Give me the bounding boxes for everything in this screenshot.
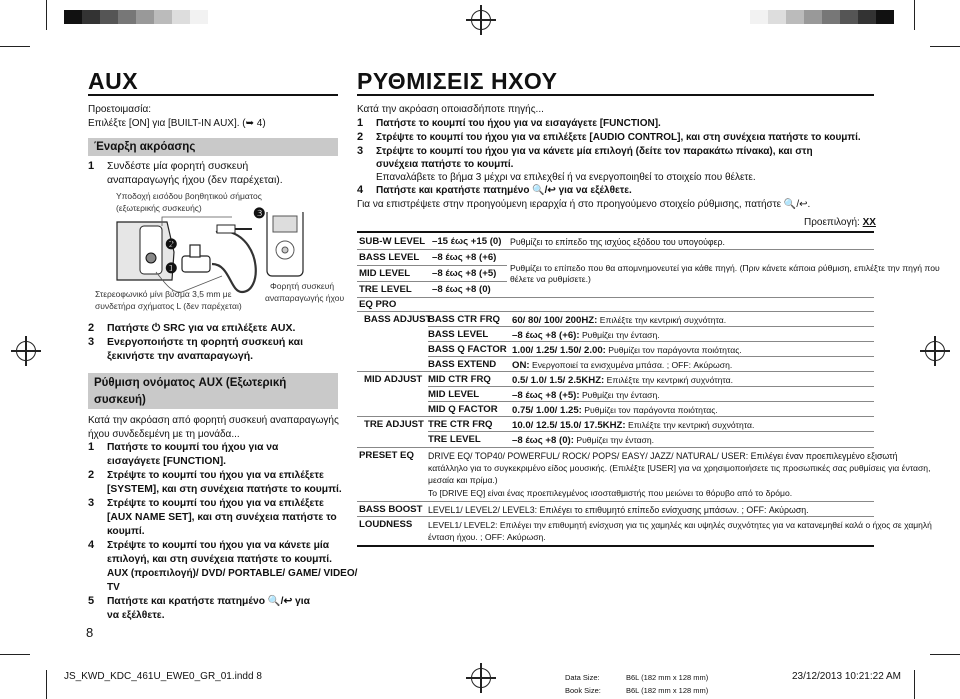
setting-name: TRE LEVEL <box>359 284 412 295</box>
row-divider <box>428 386 874 387</box>
eq-options: 10.0/ 12.5/ 15.0/ 17.5KHZ: <box>512 420 626 431</box>
eq-desc: Ρυθμίζει την ένταση. <box>579 390 660 400</box>
section-header-start: Έναρξη ακρόασης <box>88 138 338 156</box>
eq-options: –8 έως +8 (+6): <box>512 330 580 341</box>
figure-label-aux-jack: (εξωτερικής συσκευής) <box>116 203 202 213</box>
setting-range: –15 έως +15 (0) <box>432 236 502 247</box>
eq-desc: Ρυθμίζει τον παράγοντα ποιότητας. <box>605 345 742 355</box>
n4-options: AUX (προεπιλογή)/ DVD/ PORTABLE/ GAME/ VIDEO/ <box>107 568 358 579</box>
eq-item: MID Q FACTOR <box>428 404 498 415</box>
row-divider <box>357 447 874 448</box>
gray-scale-bar <box>750 10 894 24</box>
prep-text: Επιλέξτε [ON] για [BUILT-IN AUX]. (➥ 4) <box>88 118 266 129</box>
page-title-audio-settings: ΡΥΘΜΙΣΕΙΣ ΗΧΟΥ <box>357 68 558 94</box>
eq-item: TRE LEVEL <box>428 434 481 445</box>
setting-desc: Ρυθμίζει το επίπεδο της ισχύος εξόδου του υπογούφερ. <box>510 237 725 247</box>
step-number: 1 <box>88 441 95 453</box>
step4-text: Πατήστε και κρατήστε πατημένο 🔍/↩ για να εξέλθετε. <box>376 185 632 196</box>
figure-label-device: Φορητή συσκευή <box>270 281 335 291</box>
row-divider <box>428 431 874 432</box>
eq-options: ON: <box>512 360 530 371</box>
intro-text: Κατά την ακρόαση οποιασδήποτε πηγής... <box>357 104 544 115</box>
row-divider <box>357 501 874 502</box>
step-number: 1 <box>88 160 95 172</box>
row-divider <box>357 371 874 372</box>
setting-desc: Ρυθμίζει το επίπεδο που θα απομνημονευτεί για κάθε πηγή. (Πριν κάνετε κάποια ρύθμιση, επιλέξτε την πηγή που <box>510 263 940 273</box>
step-number: 3 <box>88 336 95 348</box>
section-header-line1: Ρύθμιση ονόματος AUX (Εξωτερική <box>94 377 287 389</box>
preset-line3: μεσαία και πρίμα.) <box>428 475 498 485</box>
eq-item: BASS Q FACTOR <box>428 344 507 355</box>
row-divider <box>357 297 874 298</box>
setting-name: SUB-W LEVEL <box>359 236 426 247</box>
setting-name: PRESET EQ <box>359 450 414 461</box>
crop-mark <box>914 670 915 699</box>
step-number: 2 <box>88 322 95 334</box>
setting-name: EQ PRO <box>359 299 397 310</box>
eq-desc: Επιλέξτε την κεντρική συχνότητα. <box>604 375 734 385</box>
row-divider <box>428 341 874 342</box>
figure-label-plug: Στερεοφωνικό μίνι βύσμα 3,5 mm με <box>95 289 232 299</box>
n4-line2: επιλογή, και στη συνέχεια πατήστε το κουμπί. <box>107 554 333 565</box>
title-rule <box>88 94 338 96</box>
row-divider <box>428 401 874 402</box>
crop-mark <box>46 0 47 30</box>
eq-item: BASS LEVEL <box>428 329 489 340</box>
title-rule <box>357 94 874 96</box>
eq-desc: Ρυθμίζει την ένταση. <box>579 330 660 340</box>
row-divider <box>428 326 874 327</box>
back-note: Για να επιστρέψετε στην προηγούμενη ιεραρχία ή στο προηγούμενο στοιχείο ρύθμισης, πατήστε 🔍/↩. <box>357 199 811 210</box>
footer-book-size-label: Book Size: <box>565 686 601 695</box>
callout-3: ❸ <box>253 205 266 221</box>
eq-desc: Επιλέξτε την κεντρική συχνότητα. <box>625 420 755 430</box>
step-number: 4 <box>357 184 364 196</box>
row-divider <box>357 265 507 266</box>
default-label: Προεπιλογή: <box>804 217 863 228</box>
n4-line1: Στρέψτε το κουμπί του ήχου για να κάνετε μία <box>107 540 330 551</box>
setting-range: –8 έως +8 (+6) <box>432 252 497 263</box>
name-intro-line1: Κατά την ακρόαση από φορητή συσκευή αναπαραγωγής <box>88 415 339 426</box>
row-divider <box>357 311 874 312</box>
registration-mark-left <box>16 341 36 361</box>
n5-line1: Πατήστε και κρατήστε πατημένο 🔍/↩ για <box>107 596 310 607</box>
step-number: 2 <box>88 469 95 481</box>
row-divider <box>357 249 874 250</box>
eq-item: MID CTR FRQ <box>428 374 491 385</box>
default-marker: XX <box>862 217 876 228</box>
crop-mark <box>930 654 960 655</box>
name-intro-line2: ήχου συνδεδεμένη με τη μονάδα... <box>88 429 240 440</box>
n2-line2: [SYSTEM], και στη συνέχεια πατήστε το κουμπί. <box>107 484 342 495</box>
crop-mark <box>914 0 915 30</box>
setting-range: –8 έως +8 (0) <box>432 284 491 295</box>
figure-label-aux-jack: Υποδοχή εισόδου βοηθητικού σήματος <box>116 191 262 201</box>
footer-data-size-label: Data Size: <box>565 673 600 682</box>
step-number: 3 <box>88 497 95 509</box>
section-header-line2: συσκευή) <box>94 394 146 406</box>
step1-line1: Συνδέστε μία φορητή συσκευή <box>107 160 249 172</box>
setting-desc: θέλετε να ρυθμίσετε.) <box>510 274 591 284</box>
row-divider <box>357 416 874 417</box>
eq-options: 0.5/ 1.0/ 1.5/ 2.5KHZ: <box>512 375 605 386</box>
setting-name: LOUDNESS <box>359 519 413 530</box>
eq-desc: Ρυθμίζει την ένταση. <box>573 435 655 445</box>
n3-line2: [AUX NAME SET], και στη συνέχεια πατήστε το <box>107 512 337 523</box>
crop-mark <box>46 670 47 699</box>
preset-line2: κατάλληλο για το συγκεκριμένο είδος μουσικής. (Επιλέξτε [USER] για να χρησιμοποιήσετε τις προσωπικές σας ρυθμίσεις για ένταση, <box>428 463 931 473</box>
setting-name: BASS BOOST <box>359 504 423 515</box>
eq-desc: Επιλέξτε την κεντρική συχνότητα. <box>597 315 727 325</box>
step1-line2: αναπαραγωγής ήχου (δεν παρέχεται). <box>107 174 283 186</box>
crop-mark <box>0 654 30 655</box>
table-top-rule <box>357 231 874 233</box>
eq-desc: Ρυθμίζει τον παράγοντα ποιότητας. <box>581 405 718 415</box>
footer-date: 23/12/2013 10:21:22 AM <box>792 671 901 682</box>
boost-desc: LEVEL1/ LEVEL2/ LEVEL3: Επιλέγει το επιθυμητό επίπεδο ενίσχυσης μπάσων. ; OFF: Ακύρωση. <box>428 505 809 515</box>
preset-line4: Το [DRIVE EQ] είναι ένας προεπιλεγμένος ισοσταθμιστής που μειώνει το θόρυβο από το δρόμο. <box>428 488 793 498</box>
step3-line2: ξεκινήστε την αναπαραγωγή. <box>107 350 254 362</box>
setting-name: BASS LEVEL <box>359 252 420 263</box>
registration-mark-right <box>925 341 945 361</box>
setting-range: –8 έως +8 (+5) <box>432 268 497 279</box>
crop-mark <box>930 46 960 47</box>
row-divider <box>428 356 874 357</box>
eq-options: 0.75/ 1.00/ 1.25: <box>512 405 582 416</box>
eq-item: TRE CTR FRQ <box>428 419 493 430</box>
n4-options-tail: TV <box>107 582 120 593</box>
loudness-line2: ένταση ήχου. ; OFF: Ακύρωση. <box>428 532 546 542</box>
setting-name: MID LEVEL <box>359 268 411 279</box>
step-number: 3 <box>357 145 364 157</box>
default-legend <box>804 216 876 229</box>
eq-options: –8 έως +8 (+5): <box>512 390 580 401</box>
step-number: 2 <box>357 131 364 143</box>
step3-line1: Ενεργοποιήστε τη φορητή συσκευή και <box>107 336 304 348</box>
n1-line2: εισαγάγετε [FUNCTION]. <box>107 456 227 467</box>
eq-item: MID LEVEL <box>428 389 480 400</box>
eq-value <box>512 434 654 447</box>
n3-line3: κουμπί. <box>107 526 145 537</box>
figure-label-plug: συνδετήρα σχήματος L (δεν παρέχεται) <box>95 301 242 311</box>
step2-text: Στρέψτε το κουμπί του ήχου για να επιλέξετε [AUDIO CONTROL], και στη συνέχεια πατήστε το κουμπί. <box>376 132 861 143</box>
eq-options: 60/ 80/ 100/ 200HZ: <box>512 315 598 326</box>
row-divider <box>357 281 507 282</box>
eq-item: BASS EXTEND <box>428 359 497 370</box>
footer-book-size: B6L (182 mm x 128 mm) <box>626 686 709 695</box>
callout-2: ❷ <box>165 236 178 252</box>
n1-line1: Πατήστε το κουμπί του ήχου για να <box>107 442 279 453</box>
n5-line2: να εξέλθετε. <box>107 610 165 621</box>
n2-line1: Στρέψτε το κουμπί του ήχου για να επιλέξετε <box>107 470 324 481</box>
eq-options: –8 έως +8 (0): <box>512 435 574 446</box>
table-bottom-rule <box>357 545 874 547</box>
footer-data-size: B6L (182 mm x 128 mm) <box>626 673 709 682</box>
registration-mark-bottom <box>471 668 491 688</box>
step3-line1: Στρέψτε το κουμπί του ήχου για να κάνετε μία επιλογή (δείτε τον παρακάτω πίνακα), και στη <box>376 146 813 157</box>
eq-group: TRE ADJUST <box>364 419 424 430</box>
crop-mark <box>0 46 30 47</box>
step-number: 5 <box>88 595 95 607</box>
eq-item: BASS CTR FRQ <box>428 314 500 325</box>
preset-line1: DRIVE EQ/ TOP40/ POWERFUL/ ROCK/ POPS/ EASY/ JAZZ/ NATURAL/ USER: Επιλέγει έναν προεπιλεγμένο εξισωτή <box>428 451 898 461</box>
gray-scale-bar <box>64 10 208 24</box>
step1-text: Πατήστε το κουμπί του ήχου για να εισαγάγετε [FUNCTION]. <box>376 118 661 129</box>
eq-desc: Ενεργοποιεί τα ενισχυμένα μπάσα. ; OFF: Ακύρωση. <box>529 360 733 370</box>
page-number: 8 <box>86 625 94 640</box>
figure-label-device: αναπαραγωγής ήχου <box>265 293 345 303</box>
page-title-aux: AUX <box>88 68 139 94</box>
n3-line1: Στρέψτε το κουμπί του ήχου για να επιλέξετε <box>107 498 324 509</box>
step3-line2: συνέχεια πατήστε το κουμπί. <box>376 159 514 170</box>
eq-group: BASS ADJUST <box>364 314 432 325</box>
step2-text: Πατήστε ⏻ SRC για να επιλέξετε AUX. <box>107 322 296 334</box>
eq-options: 1.00/ 1.25/ 1.50/ 2.00: <box>512 345 606 356</box>
section-header-aux-name <box>88 373 338 409</box>
footer-file: JS_KWD_KDC_461U_EWE0_GR_01.indd 8 <box>64 671 262 682</box>
callout-1: ❶ <box>165 260 178 276</box>
step3-note: Επαναλάβετε το βήμα 3 μέχρι να επιλεχθεί ή να ενεργοποιηθεί το στοιχείο που θέλετε. <box>376 172 756 183</box>
prep-label: Προετοιμασία: <box>88 104 152 115</box>
row-divider <box>357 516 874 517</box>
loudness-line1: LEVEL1/ LEVEL2: Επιλέγει την επιθυμητή ενίσχυση για τις χαμηλές και υψηλές συχνότητες για να κατανεμηθεί καλά ο ήχος σε χαμηλή <box>428 520 932 530</box>
step-number: 1 <box>357 117 364 129</box>
registration-mark-top <box>471 10 491 30</box>
step-number: 4 <box>88 539 95 551</box>
eq-group: MID ADJUST <box>364 374 423 385</box>
